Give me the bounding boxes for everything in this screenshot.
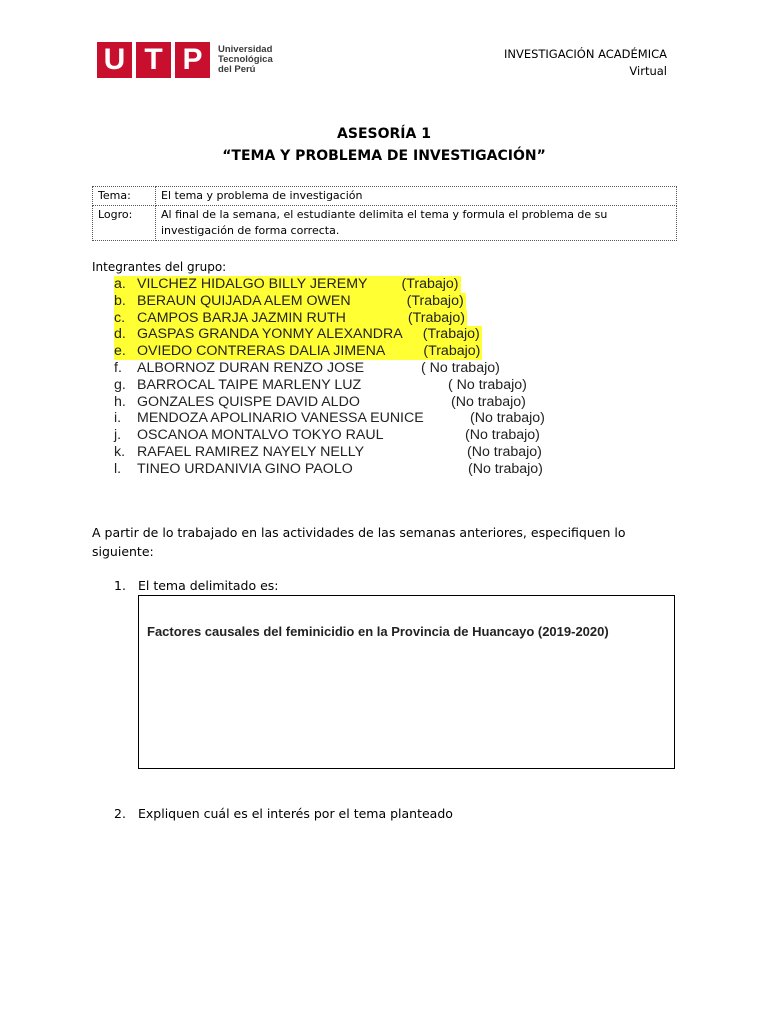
question-2 xyxy=(114,806,453,821)
member-status: (Trabajo) xyxy=(407,309,465,326)
member-item xyxy=(114,393,526,411)
member-item xyxy=(114,326,482,343)
instructions-text: A partir de lo trabajado en las actividades de las semanas anteriores, especifiquen lo siguiente: xyxy=(92,525,626,559)
member-status: (Trabajo) xyxy=(406,292,464,309)
member-name: BARROCAL TAIPE MARLENY LUZ xyxy=(137,376,362,393)
member-item xyxy=(114,343,482,360)
member-letter: a. xyxy=(114,276,126,292)
member-letter: c. xyxy=(114,309,126,326)
member-status: (No trabajo) xyxy=(470,410,545,427)
member-status: (Trabajo) xyxy=(422,326,480,343)
member-status: ( No trabajo) xyxy=(448,376,527,393)
member-status: (No trabajo) xyxy=(468,460,543,477)
member-name: GONZALES QUISPE DAVID ALDO xyxy=(137,393,360,410)
logo-letter-t: T xyxy=(136,42,171,78)
logro-value: Al final de la semana, el estudiante delimita el tema y formula el problema de su investigación de forma correcta. xyxy=(156,206,677,241)
member-letter: l. xyxy=(114,460,122,477)
question-text: Expliquen cuál es el interés por el tema planteado xyxy=(138,806,453,821)
logro-row xyxy=(93,206,677,241)
member-letter: k. xyxy=(114,443,126,460)
member-status: (Trabajo) xyxy=(401,276,459,292)
member-status: (No trabajo) xyxy=(465,427,540,444)
question-number: 1. xyxy=(114,578,126,593)
member-status: ( No trabajo) xyxy=(421,359,500,376)
logo-letter-p: P xyxy=(175,42,210,78)
tema-value: El tema y problema de investigación xyxy=(156,187,677,206)
member-item xyxy=(114,293,482,310)
member-item xyxy=(114,410,545,427)
member-letter: b. xyxy=(114,292,126,309)
member-name: OSCANOA MONTALVO TOKYO RAUL xyxy=(137,427,384,444)
question-number: 2. xyxy=(114,806,126,821)
title-asesoria: ASESORÍA 1 xyxy=(337,126,431,142)
tema-label: Tema: xyxy=(93,187,156,206)
member-status: (No trabajo) xyxy=(467,443,542,460)
member-name: GASPAS GRANDA YONMY ALEXANDRA xyxy=(137,326,403,343)
logo-text: Universidad Tecnológica del Perú xyxy=(218,44,273,75)
header-course-info xyxy=(504,46,667,80)
member-item xyxy=(114,460,543,478)
member-name: VILCHEZ HIDALGO BILLY JEREMY xyxy=(137,276,368,292)
answer-text-1: Factores causales del feminicidio en la Provincia de Huancayo (2019-2020) xyxy=(147,624,609,639)
member-letter: f. xyxy=(114,359,122,376)
member-name: OVIEDO CONTRERAS DALIA JIMENA xyxy=(137,343,386,360)
member-letter: g. xyxy=(114,376,126,393)
member-name: BERAUN QUIJADA ALEM OWEN xyxy=(137,292,351,309)
member-letter: d. xyxy=(114,326,126,343)
course-name: INVESTIGACIÓN ACADÉMICA xyxy=(503,47,667,61)
member-name: RAFAEL RAMIREZ NAYELY NELLY xyxy=(137,443,365,460)
tema-row xyxy=(93,187,677,206)
member-item xyxy=(114,310,482,327)
question-text: El tema delimitado es: xyxy=(138,578,279,593)
logo-letter-u: U xyxy=(97,42,132,78)
member-item xyxy=(114,376,527,394)
course-modality: Virtual xyxy=(629,64,667,78)
question-1 xyxy=(114,578,279,593)
member-status: (No trabajo) xyxy=(451,393,526,410)
info-table xyxy=(92,186,677,241)
member-letter: j. xyxy=(114,427,122,444)
members-label: Integrantes del grupo: xyxy=(92,260,227,274)
logro-label: Logro: xyxy=(93,206,156,241)
member-item xyxy=(114,359,500,377)
title-topic: “TEMA Y PROBLEMA DE INVESTIGACIÓN” xyxy=(222,148,546,164)
member-item xyxy=(114,276,482,293)
member-name: MENDOZA APOLINARIO VANESSA EUNICE xyxy=(137,410,424,427)
member-item xyxy=(114,427,540,444)
members-list xyxy=(114,276,545,478)
member-item xyxy=(114,443,542,461)
member-name: CAMPOS BARJA JAZMIN RUTH xyxy=(137,309,346,326)
utp-logo xyxy=(97,41,273,79)
member-letter: i. xyxy=(114,410,122,427)
member-name: ALBORNOZ DURAN RENZO JOSE xyxy=(137,359,365,376)
answer-box-1[interactable] xyxy=(138,595,675,769)
member-letter: h. xyxy=(114,393,126,410)
member-letter: e. xyxy=(114,343,126,360)
member-status: (Trabajo) xyxy=(423,343,481,360)
member-name: TINEO URDANIVIA GINO PAOLO xyxy=(137,460,353,477)
